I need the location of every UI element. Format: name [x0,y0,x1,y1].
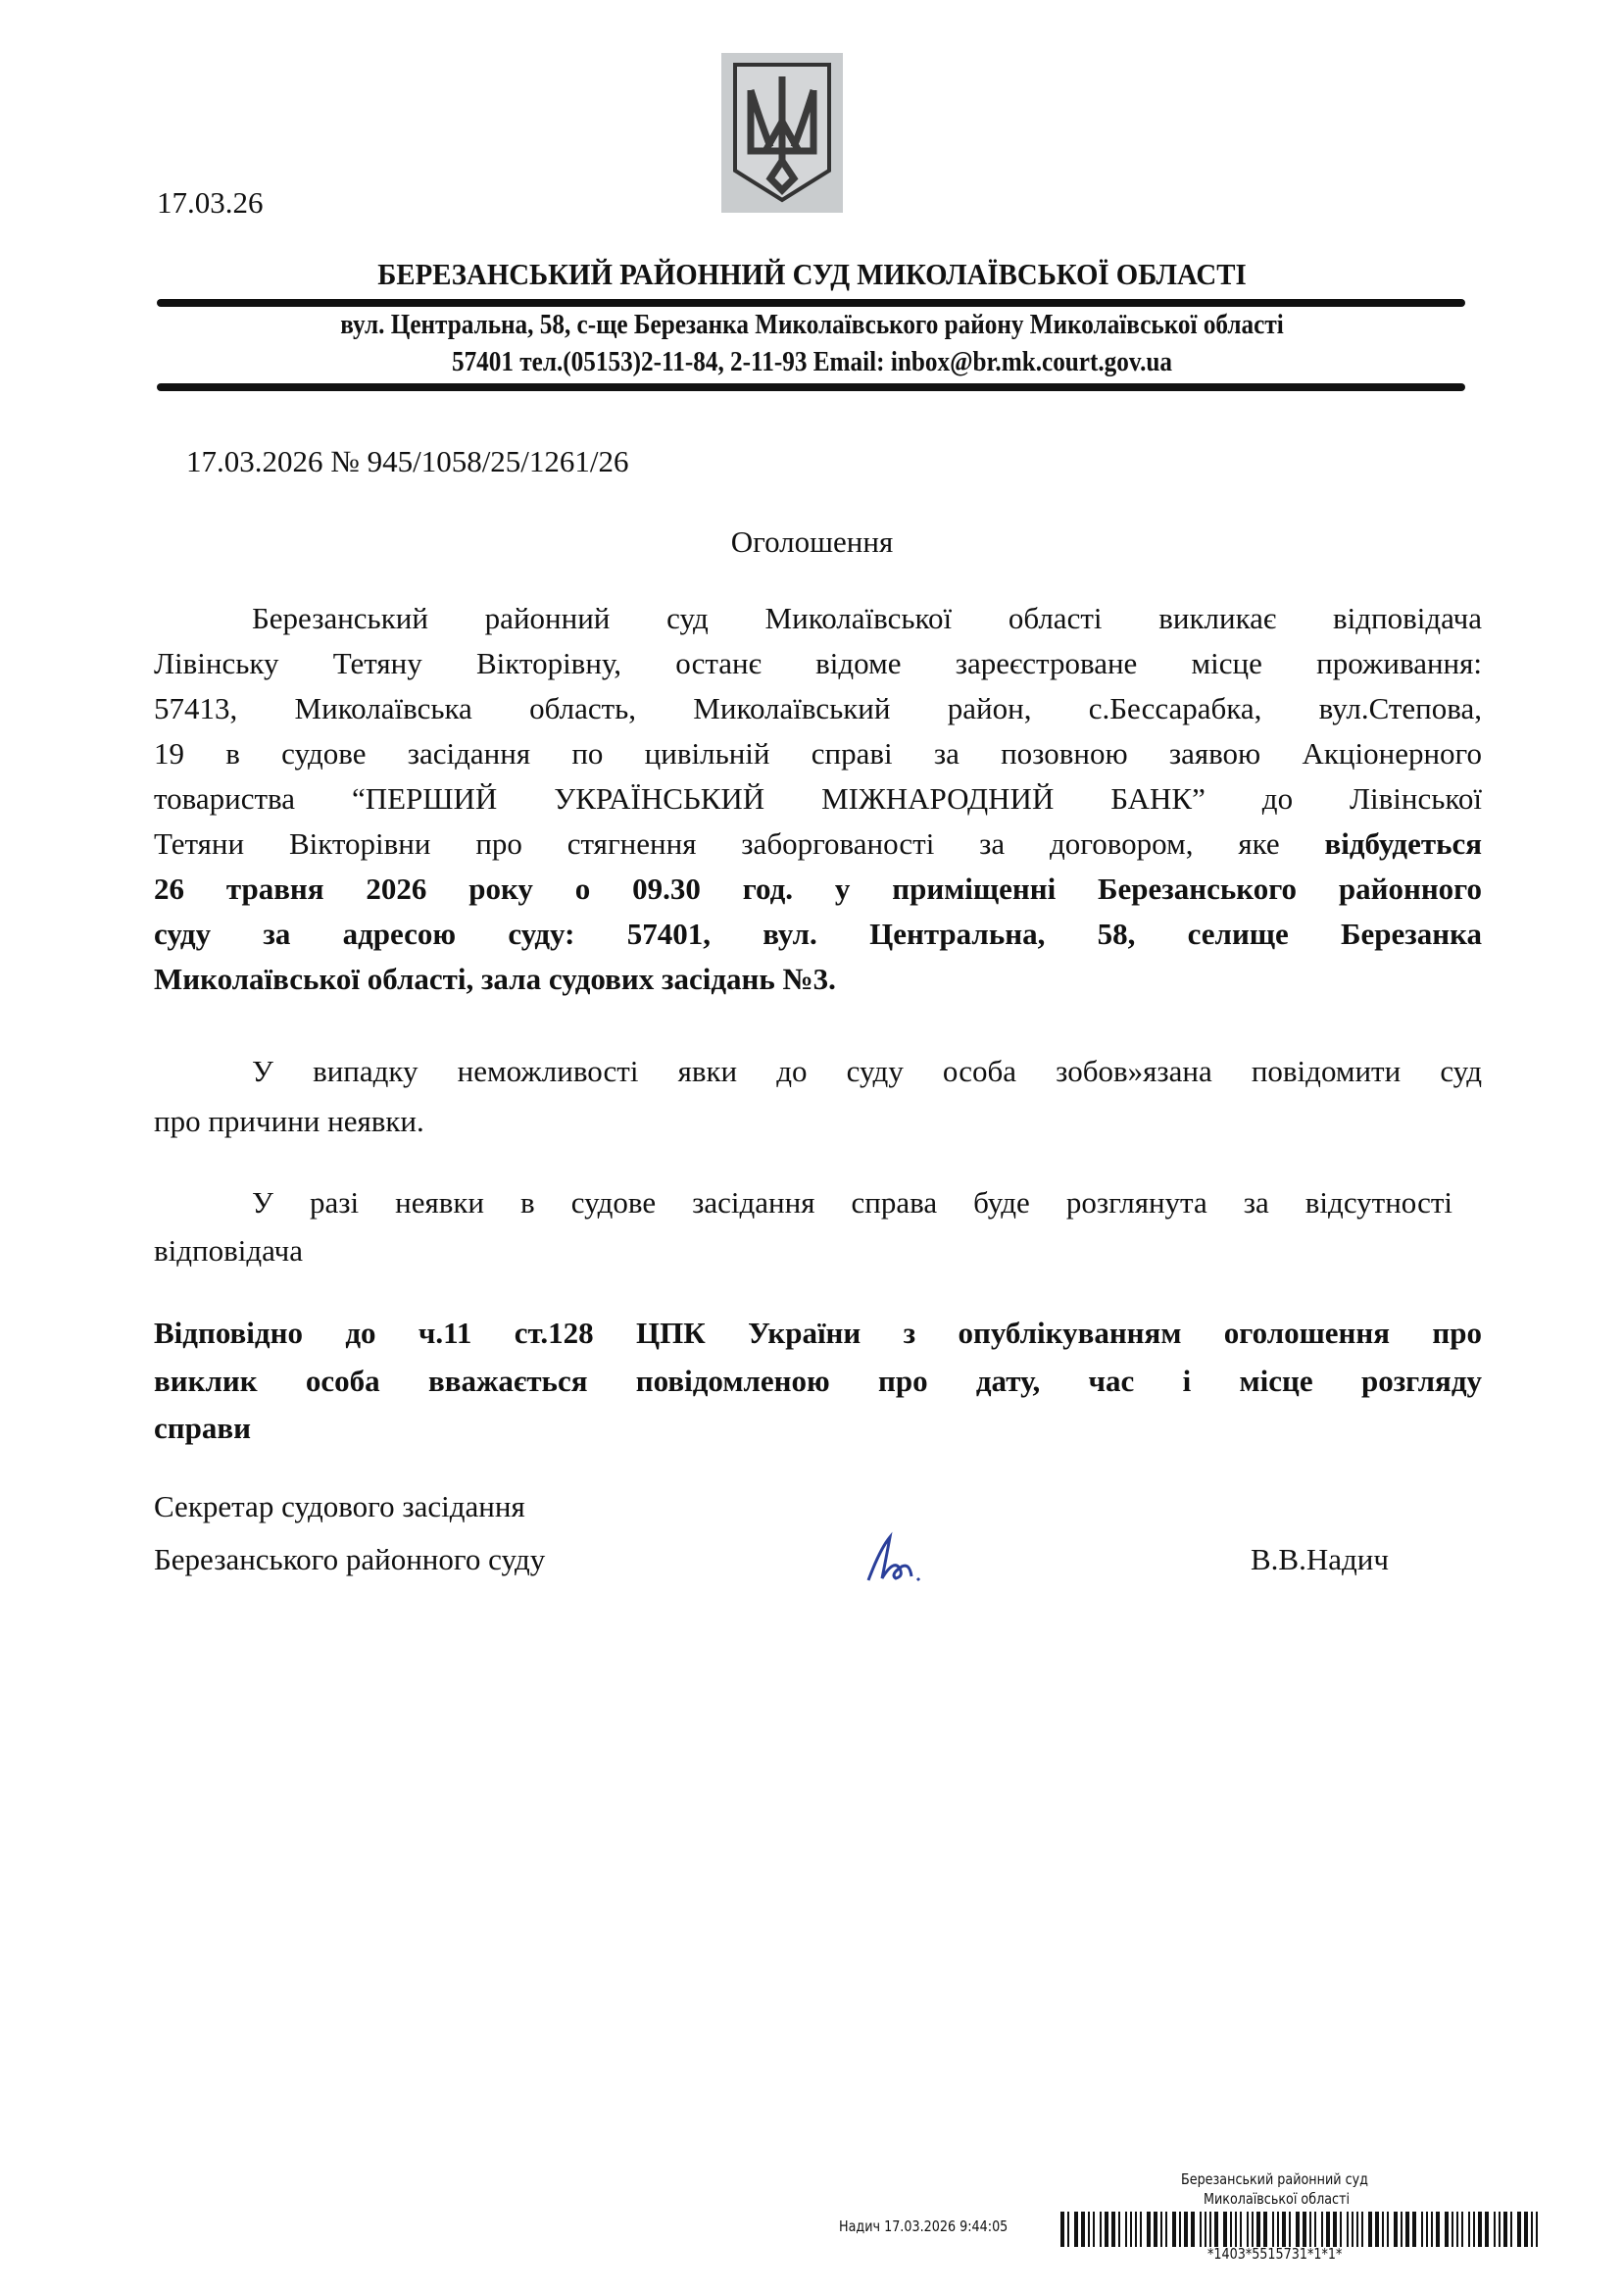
barcode-bar [1252,2212,1254,2247]
coat-of-arms-icon [721,53,843,213]
text-line: Березанський районний суд Миколаївської області викликає відповідача [252,601,1482,635]
barcode-bar [1524,2212,1528,2247]
barcode-bar [1456,2212,1458,2247]
text-line: У випадку неможливості явки до суду особа зобов»язана повідомити суд [252,1054,1482,1088]
court-name: БЕРЕЗАНСЬКИЙ РАЙОННИЙ СУД МИКОЛАЇВСЬКОЇ ОБЛАСТІ [377,257,1247,291]
barcode-bar [1303,2212,1306,2247]
barcode-bar [1247,2212,1249,2247]
text-line [154,822,1482,867]
barcode-bar [1309,2212,1311,2247]
barcode-bar [1100,2212,1102,2247]
barcode-bar [1209,2212,1211,2247]
barcode-bar [1431,2212,1433,2247]
barcode-bar [1223,2212,1227,2247]
barcode-bar [1517,2212,1521,2247]
barcode-bar [1333,2212,1337,2247]
barcode [1060,2212,1541,2247]
text-line: 26 травня 2026 року о 09.30 год. у приміщенні Березанського районного [154,872,1482,906]
barcode-bar [1125,2212,1127,2247]
barcode-bar [1405,2212,1409,2247]
barcode-bar [1478,2212,1482,2247]
barcode-bar [1452,2212,1453,2247]
barcode-bar [1147,2212,1151,2247]
text-line: У разі неявки в судове засідання справа буде розглянута за відсутності [252,1185,1452,1220]
signer-title-line2: Березанського районного суду [154,1542,546,1576]
text-line: Лівінську Тетяну Вікторівну, останє відоме зареєстроване місце проживання: [154,646,1482,680]
registration-stamp: Надич 17.03.2026 9:44:05 [839,2217,1009,2235]
barcode-bar [1093,2212,1095,2247]
barcode-bar [1081,2212,1085,2247]
barcode-bar [1536,2212,1538,2247]
barcode-bar [1200,2212,1202,2247]
barcode-bar [1340,2212,1342,2247]
barcode-bar [1240,2212,1242,2247]
handwritten-signature-icon [861,1529,929,1593]
text-line: справи [154,1411,251,1445]
barcode-bar [1531,2212,1533,2247]
text-line: Миколаївської області, зала судових засідань №3. [154,962,836,996]
barcode-bar [1184,2212,1188,2247]
text-line: виклик особа вважається повідомленою про дату, час і місце розгляду [154,1364,1482,1398]
barcode-bar [1282,2212,1286,2247]
barcode-bar [1394,2212,1398,2247]
barcode-bar [1401,2212,1403,2247]
header-rule [157,383,1465,391]
barcode-bar [1356,2212,1358,2247]
barcode-bar [1263,2212,1267,2247]
barcode-bar [1230,2212,1232,2247]
barcode-bar [1461,2212,1463,2247]
barcode-bar [1140,2212,1142,2247]
barcode-bar [1088,2212,1090,2247]
text-line: Відповідно до ч.11 ст.128 ЦПК України з опублікуванням оголошення про [154,1316,1482,1350]
text-line: 19 в судове засідання по цивільній справі за позовною заявою Акціонерного [154,736,1482,771]
barcode-bar [1436,2212,1440,2247]
barcode-bar [1468,2212,1470,2247]
barcode-bar [1494,2212,1496,2247]
text-segment: Тетяни Вікторівни про стягнення заборгованості за договором, яке [154,826,1280,861]
barcode-bar [1191,2212,1195,2247]
barcode-bar [1347,2212,1349,2247]
barcode-bar [1361,2212,1363,2247]
top-date: 17.03.26 [157,185,264,220]
text-line: про причини неявки. [154,1104,424,1138]
barcode-bar [1160,2212,1162,2247]
barcode-bar [1105,2212,1108,2247]
document-reference: 17.03.2026 № 945/1058/25/1261/26 [186,444,629,478]
barcode-bar [1510,2212,1512,2247]
barcode-bar [1179,2212,1181,2247]
barcode-bar [1205,2212,1206,2247]
footer-org-line1: Березанський районний суд [1181,2170,1368,2188]
barcode-bar [1352,2212,1353,2247]
footer-org-line2: Миколаївської області [1204,2190,1351,2208]
text-segment-bold: відбудеться [1324,826,1483,861]
court-contacts: 57401 тел.(05153)2-11-84, 2-11-93 Email: inbox@br.mk.court.gov.ua [451,347,1173,377]
document-heading: Оголошення [730,524,894,559]
barcode-bar [1172,2212,1176,2247]
barcode-bar [1368,2212,1372,2247]
barcode-bar [1235,2212,1237,2247]
barcode-bar [1289,2212,1291,2247]
barcode-bar [1111,2212,1115,2247]
barcode-number: *1403*5515731*1*1* [1207,2245,1343,2263]
text-line: відповідача [154,1233,304,1268]
signer-title-line1: Секретар судового засідання [154,1489,525,1523]
text-line: товариства “ПЕРШИЙ УКРАЇНСЬКИЙ МІЖНАРОДНИЙ БАНК” до Лівінської [154,781,1482,816]
barcode-bar [1499,2212,1501,2247]
text-line: 57413, Миколаївська область, Миколаївський район, с.Бессарабка, вул.Степова, [154,691,1482,725]
barcode-bar [1445,2212,1449,2247]
header-rule [157,299,1465,307]
barcode-bar [1485,2212,1489,2247]
court-address: вул. Центральна, 58, с-ще Березанка Миколаївського району Миколаївської області [340,310,1284,340]
barcode-bar [1503,2212,1507,2247]
text-line: суду за адресою суду: 57401, вул. Центральна, 58, селище Березанка [154,917,1482,951]
barcode-bar [1375,2212,1379,2247]
barcode-bar [1214,2212,1218,2247]
barcode-bar [1074,2212,1078,2247]
barcode-bar [1382,2212,1384,2247]
barcode-bar [1387,2212,1389,2247]
barcode-bar [1296,2212,1300,2247]
barcode-bar [1067,2212,1069,2247]
barcode-bar [1118,2212,1120,2247]
barcode-bar [1277,2212,1279,2247]
barcode-bar [1473,2212,1475,2247]
barcode-bar [1326,2212,1330,2247]
signer-name: В.В.Надич [1251,1542,1389,1576]
barcode-bar [1272,2212,1274,2247]
barcode-bar [1421,2212,1423,2247]
barcode-bar [1130,2212,1132,2247]
barcode-bar [1154,2212,1157,2247]
barcode-bar [1060,2212,1064,2247]
barcode-bar [1412,2212,1416,2247]
barcode-bar [1135,2212,1137,2247]
barcode-bar [1165,2212,1167,2247]
barcode-bar [1321,2212,1323,2247]
barcode-bar [1314,2212,1316,2247]
barcode-bar [1426,2212,1428,2247]
barcode-bar [1256,2212,1260,2247]
